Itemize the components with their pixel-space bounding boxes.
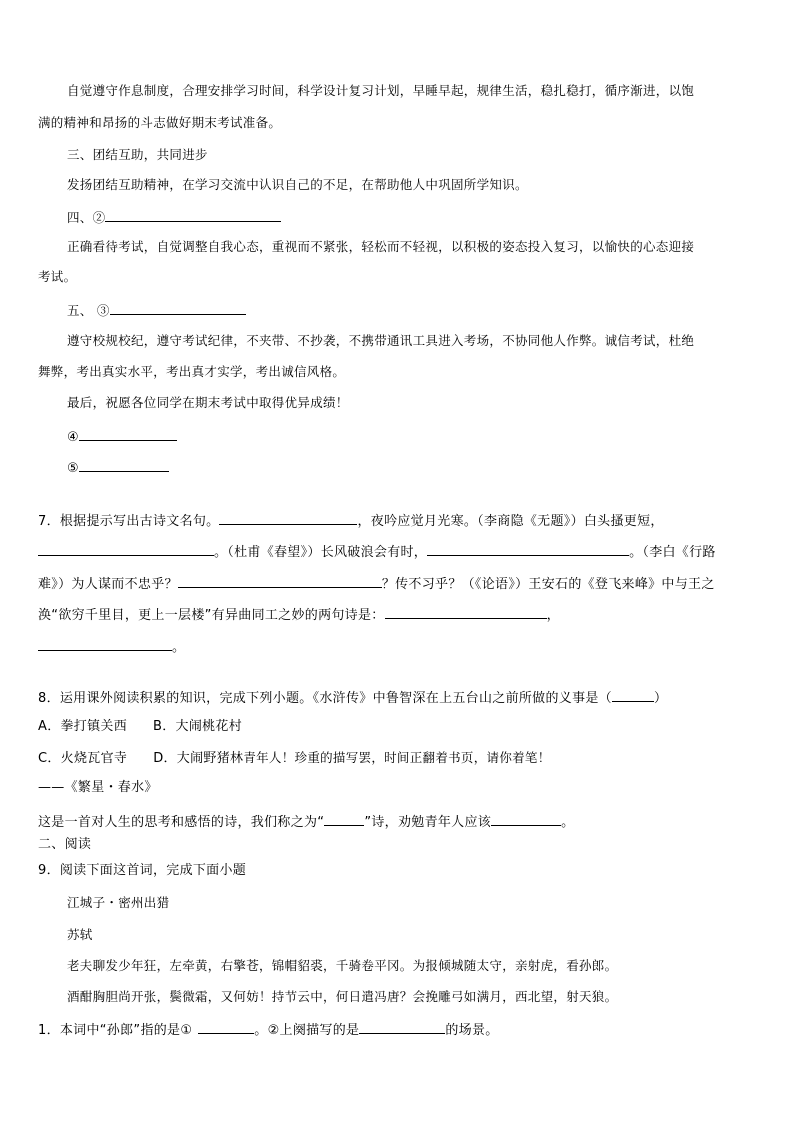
- question-text: 。（李白《行路: [629, 545, 716, 560]
- question-text: 涣“欲穷千里目，更上一层楼”有异曲同工之妙的两句诗是：: [38, 608, 385, 623]
- question-text: 。②上阕描写的是: [254, 1023, 360, 1038]
- question-9-stem: 9．阅读下面这首词，完成下面小题: [38, 863, 247, 878]
- question-text: ”诗，劝勉青年人应该: [364, 815, 492, 830]
- question-7-line: [38, 604, 560, 625]
- poem-author: 苏轼: [67, 927, 93, 942]
- question-text: 。（杜甫《春望》）长风破浪会有时，: [214, 545, 428, 560]
- option-d[interactable]: D．大闹野猪林: [153, 751, 244, 766]
- paragraph-line: 遵守校规校纪，遵守考试纪律，不夹带、不抄袭，不携带通讯工具进入考场，不协同他人作弊。诚信考试，杜绝: [67, 333, 695, 348]
- question-text: 8．运用课外阅读积累的知识，完成下列小题。《水浒传》中鲁智深在上五台山之前所做的义事是（: [38, 691, 612, 706]
- question-8-stem: [38, 687, 667, 708]
- paragraph-line: 自觉遵守作息制度，合理安排学习时间，科学设计复习计划，早睡早起，规律生活，稳扎稳打，循序渐进，以饱: [67, 83, 695, 98]
- section-heading: [67, 207, 281, 227]
- answer-blank[interactable]: [612, 687, 654, 702]
- answer-blank[interactable]: [359, 1019, 445, 1034]
- question-7-line: [38, 573, 715, 594]
- answer-blank[interactable]: [38, 541, 214, 556]
- paragraph-line: 满的精神和昂扬的斗志做好期末考试准备。: [38, 115, 282, 130]
- section-heading-text: 四、②: [67, 210, 106, 225]
- answer-blank[interactable]: [385, 604, 547, 619]
- question-7-line: [38, 636, 185, 657]
- closing-line: 最后，祝愿各位同学在期末考试中取得优异成绩！: [67, 395, 349, 410]
- section-heading-text: 五、 ③: [67, 303, 110, 318]
- question-text: 的场景。: [445, 1023, 499, 1038]
- circled-number: ④: [67, 430, 79, 445]
- answer-blank[interactable]: [38, 636, 172, 651]
- question-text: 1．本词中“孙郎”指的是①: [38, 1023, 193, 1038]
- paragraph-line: 舞弊，考出真实水平，考出真才实学，考出诚信风格。: [38, 364, 346, 379]
- answer-blank[interactable]: [427, 541, 629, 556]
- poem-line: 老夫聊发少年狂，左牵黄，右擎苍，锦帽貂裘，千骑卷平冈。为报倾城随太守，亲射虎，看孙郎。: [67, 958, 618, 973]
- answer-blank[interactable]: [105, 207, 281, 222]
- paragraph-line: 考试。: [38, 269, 77, 284]
- question-7-line: [38, 541, 716, 562]
- circled-number: ⑤: [67, 461, 79, 476]
- question-text: 7．根据提示写出古诗文名句。: [38, 514, 220, 529]
- poem-title: 江城子・密州出猎: [67, 895, 170, 910]
- part-heading: 二、阅读: [38, 837, 92, 852]
- question-8-sub: [38, 811, 574, 832]
- poem-line: 酒酣胸胆尚开张，鬓微霜，又何妨！持节云中，何日遣冯唐？会挽雕弓如满月，西北望，射天狼。: [67, 989, 618, 1004]
- answer-blank[interactable]: [491, 811, 561, 826]
- answer-blank[interactable]: [219, 510, 357, 525]
- option-a[interactable]: A．拳打镇关西: [38, 719, 127, 734]
- question-text: ，: [546, 608, 560, 623]
- option-row: [38, 749, 551, 768]
- answer-blank[interactable]: [79, 457, 169, 472]
- answer-blank[interactable]: [79, 426, 177, 441]
- poem-source: ——《繁星・春水》: [38, 780, 158, 795]
- answer-blank[interactable]: [178, 573, 382, 588]
- question-text: 。: [172, 640, 186, 655]
- option-b[interactable]: B．大闹桃花村: [153, 719, 243, 734]
- section-heading: 三、团结互助，共同进步: [67, 147, 208, 162]
- answer-blank[interactable]: [110, 300, 246, 315]
- answer-blank[interactable]: [198, 1019, 254, 1034]
- question-text: ，夜吟应觉月光寒。（李商隐《无题》）白头搔更短，: [357, 514, 664, 529]
- poem-text: 青年人！珍重的描写罢，时间正翻着书页，请你着笔！: [243, 750, 551, 765]
- question-text: ？传不习乎？（《论语》）王安石的《登飞来峰》中与王之: [381, 577, 715, 592]
- question-text: 。: [561, 815, 575, 830]
- section-heading: [67, 300, 246, 320]
- option-row: [38, 718, 242, 736]
- option-c[interactable]: C．火烧瓦官寺: [38, 751, 128, 766]
- question-7-line: [38, 510, 664, 531]
- paragraph-line: 正确看待考试，自觉调整自我心态，重视而不紧张，轻松而不轻视，以积极的姿态投入复习，以愉快的心态迎接: [67, 239, 695, 254]
- question-9-sub: [38, 1019, 499, 1040]
- question-text: 这是一首对人生的思考和感悟的诗，我们称之为“: [38, 815, 325, 830]
- answer-line-4: [67, 426, 177, 447]
- answer-blank[interactable]: [324, 811, 364, 826]
- question-text: ）: [653, 691, 668, 706]
- answer-line-5: [67, 457, 169, 478]
- question-text: 难》）为人谋而不忠乎？: [38, 577, 178, 592]
- paragraph-line: 发扬团结互助精神，在学习交流中认识自己的不足，在帮助他人中巩固所学知识。: [67, 177, 528, 192]
